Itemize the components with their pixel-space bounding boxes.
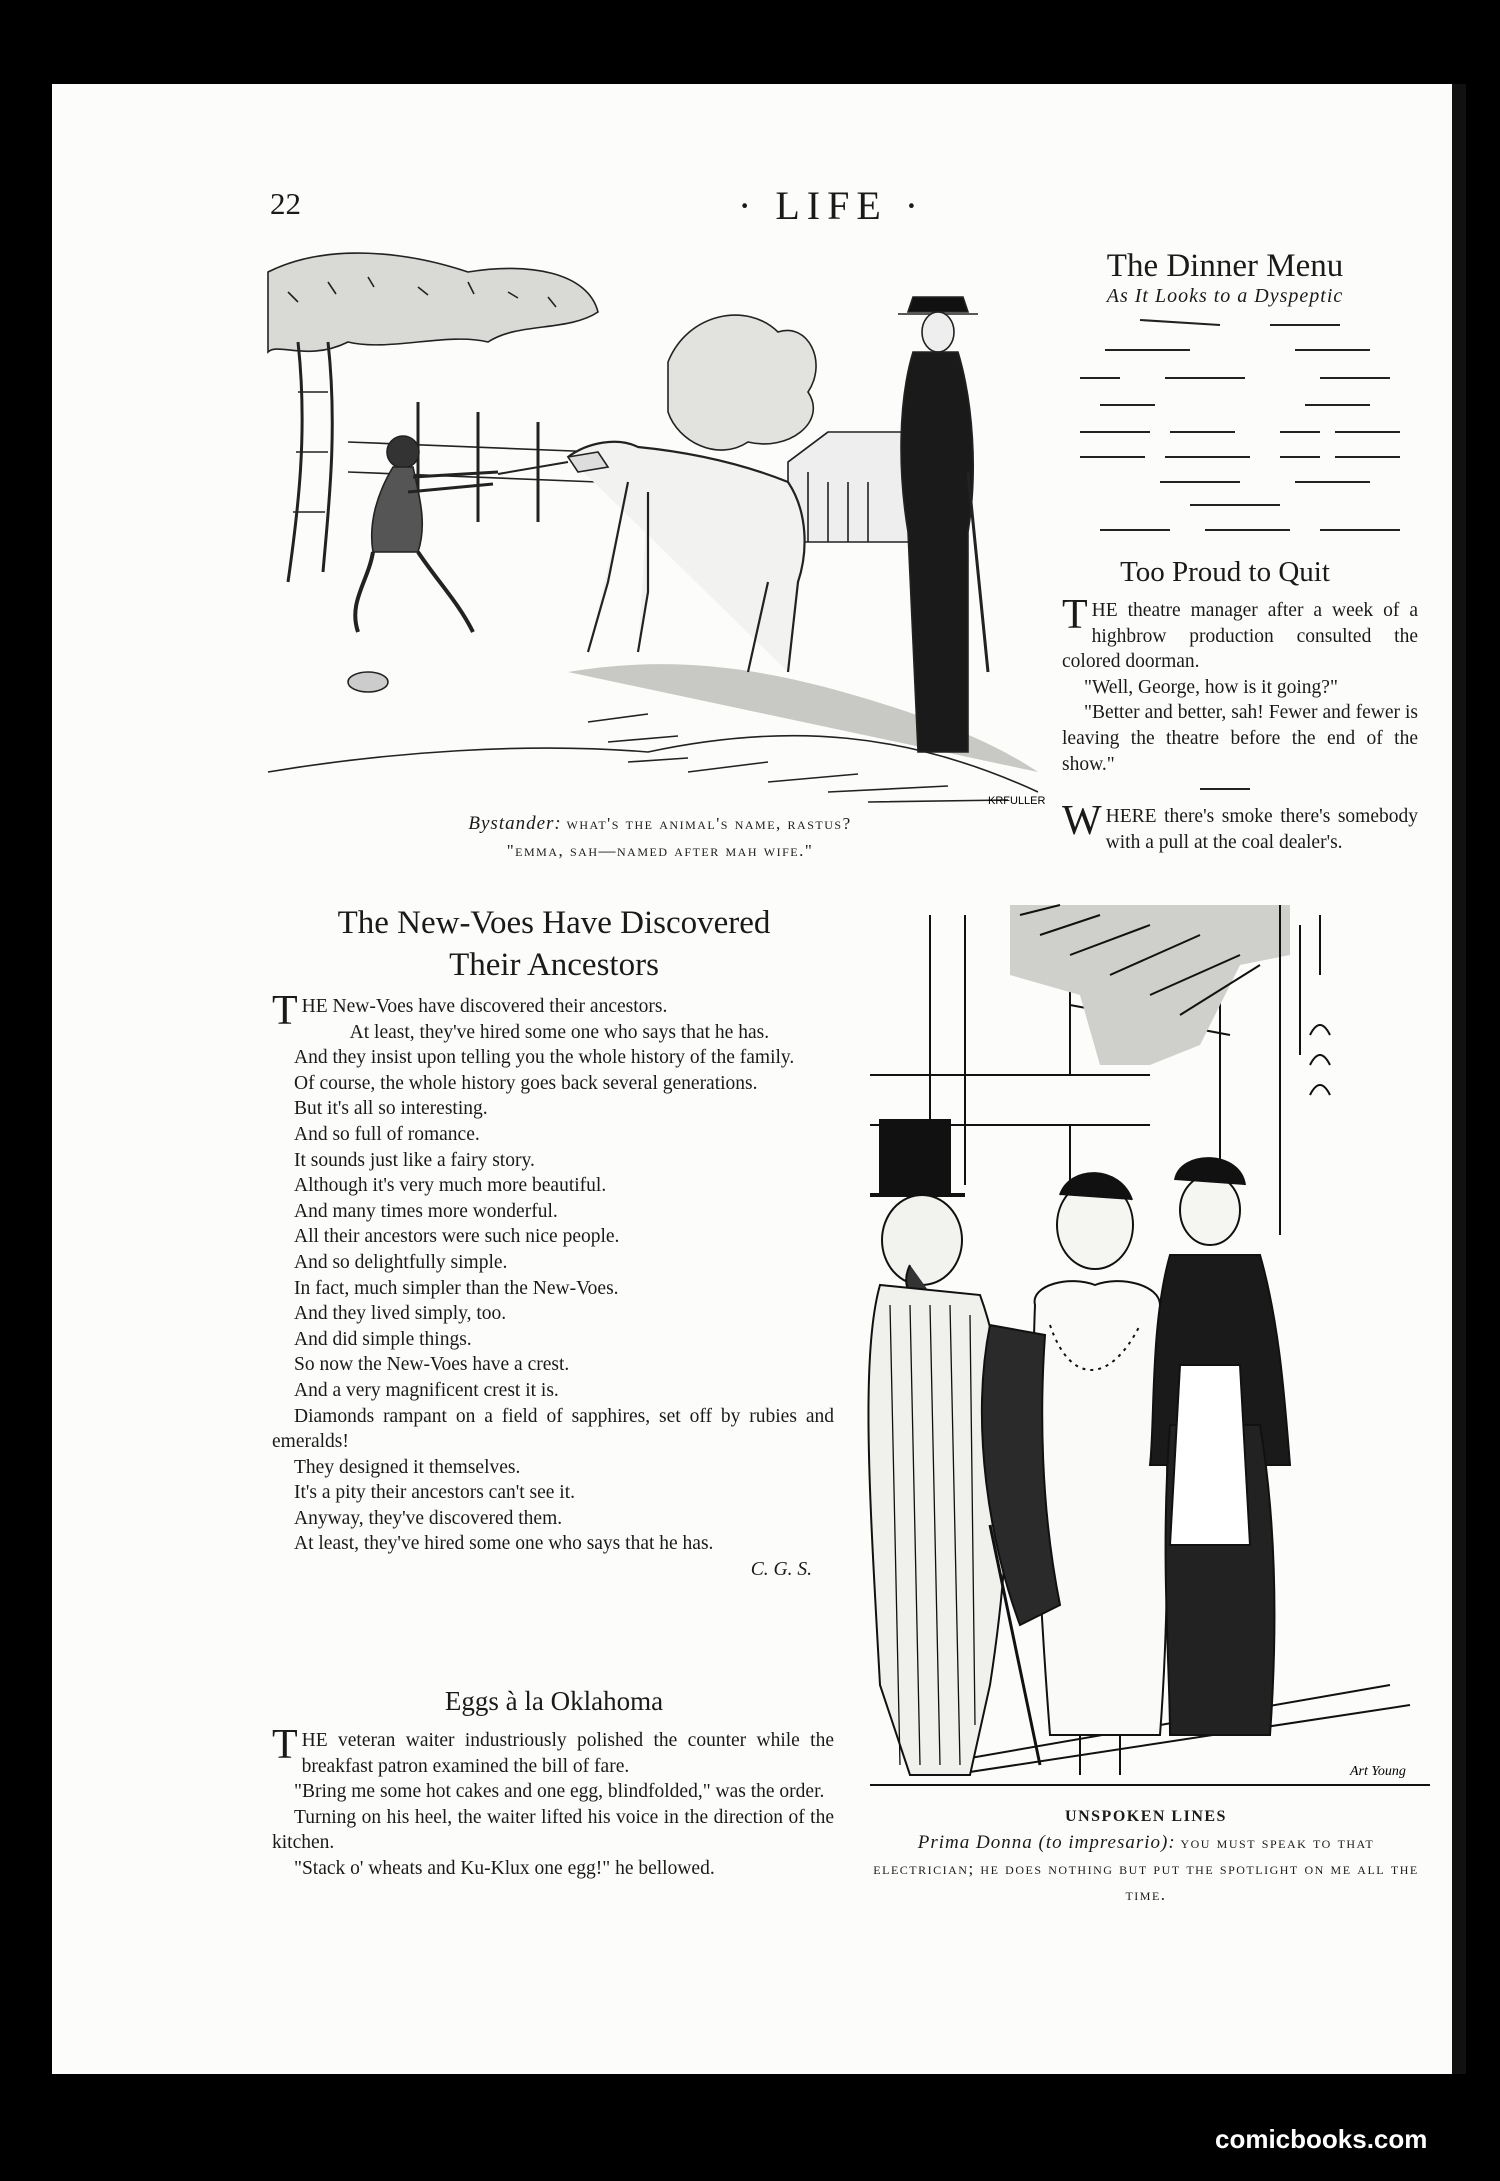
new-voes-para: Diamonds rampant on a field of sapphires, set off by rubies and emeralds! <box>272 1405 834 1453</box>
eggs-para: "Stack o' wheats and Ku-Klux one egg!" he bellowed. <box>294 1857 715 1879</box>
eggs-dropcap: T <box>272 1722 298 1768</box>
prima-donna-cartoon-illustration <box>870 905 1430 1795</box>
caption-line2: "emma, sah—named after mah wife." <box>506 841 814 860</box>
new-voes-para: Although it's very much more beautiful. <box>294 1175 607 1197</box>
eggs-first-para: HE veteran waiter industriously polished the counter while the breakfast patron examined the bill of fare. <box>301 1730 834 1777</box>
farm-cartoon-illustration <box>268 252 1046 812</box>
too-proud-title: Too Proud to Quit <box>1120 556 1330 588</box>
new-voes-para: They designed it themselves. <box>294 1456 521 1478</box>
masthead: · LIFE · <box>738 183 926 228</box>
new-voes-para: And so delightfully simple. <box>294 1251 508 1273</box>
new-voes-para: And many times more wonderful. <box>294 1200 558 1222</box>
smoke-dropcap: W <box>1062 798 1102 844</box>
too-proud-para-1: HE theatre manager after a week of a highbrow production consulted the colored doorman. <box>1062 600 1418 673</box>
new-voes-title <box>270 902 838 986</box>
new-voes-title-line1: The New-Voes Have Discovered <box>337 905 771 941</box>
top-cartoon-signature: KRFULLER <box>988 795 1046 807</box>
bottom-cartoon-caption <box>868 1804 1424 1908</box>
new-voes-story <box>272 988 834 1583</box>
new-voes-para: But it's all so interesting. <box>294 1098 488 1120</box>
too-proud-dropcap: T <box>1062 592 1088 638</box>
new-voes-signature: C. G. S. <box>750 1559 812 1581</box>
new-voes-para: It sounds just like a fairy story. <box>294 1149 535 1171</box>
new-voes-para: And so full of romance. <box>294 1123 480 1145</box>
page-number: 22 <box>270 186 301 221</box>
page-gutter <box>1452 84 1466 2074</box>
dinner-menu-title: The Dinner Menu <box>1106 248 1344 284</box>
bottom-caption-speaker: Prima Donna (to impresario): <box>917 1832 1176 1853</box>
new-voes-para: And a very magnificent crest it is. <box>294 1379 559 1401</box>
new-voes-para: It's a pity their ancestors can't see it. <box>294 1482 576 1504</box>
new-voes-para: And they lived simply, too. <box>294 1303 507 1325</box>
new-voes-para: Anyway, they've discovered them. <box>294 1507 563 1529</box>
smoke-text: HERE there's smoke there's somebody with a pull at the coal dealer's. <box>1105 806 1418 853</box>
new-voes-para: All their ancestors were such nice people. <box>294 1226 620 1248</box>
bottom-cartoon-signature: Art Young <box>1350 1764 1406 1779</box>
smoke-joke <box>1062 798 1418 855</box>
new-voes-second-line: At least, they've hired some one who says that he has. <box>349 1021 770 1043</box>
new-voes-first-para: HE New-Voes have discovered their ancestors. <box>301 996 668 1017</box>
top-cartoon-caption <box>300 810 1020 864</box>
too-proud-para-3: "Better and better, sah! Fewer and fewer is leaving the theatre before the end of the show." <box>1062 702 1418 775</box>
caption-line1: what's the animal's name, rastus? <box>566 814 852 833</box>
caption-speaker: Bystander: <box>468 813 562 834</box>
bottom-caption-title: UNSPOKEN LINES <box>1065 1808 1227 1825</box>
new-voes-dropcap: T <box>272 988 298 1034</box>
new-voes-para: And did simple things. <box>294 1328 472 1350</box>
new-voes-para: In fact, much simpler than the New-Voes. <box>294 1277 619 1299</box>
dinner-menu-subtitle: As It Looks to a Dyspeptic <box>1106 285 1344 307</box>
bottom-caption-text: you must speak to that electrician; he does nothing but put the spotlight on me all the time. <box>873 1833 1419 1904</box>
new-voes-para: And they insist upon telling you the whole history of the family. <box>294 1047 795 1069</box>
eggs-title: Eggs à la Oklahoma <box>444 1686 664 1716</box>
section-divider <box>1200 788 1250 790</box>
dinner-menu-block <box>1060 248 1390 308</box>
eggs-story <box>272 1722 834 1882</box>
new-voes-para: So now the New-Voes have a crest. <box>294 1354 570 1376</box>
dinner-menu-dashes <box>1070 320 1420 540</box>
new-voes-title-line2: Their Ancestors <box>449 947 659 983</box>
too-proud-story <box>1062 592 1418 777</box>
new-voes-para: Of course, the whole history goes back several generations. <box>294 1072 758 1094</box>
site-credit: comicbooks.com <box>1215 2124 1428 2154</box>
too-proud-para-2: "Well, George, how is it going?" <box>1084 676 1338 698</box>
eggs-para: Turning on his heel, the waiter lifted his voice in the direction of the kitchen. <box>272 1806 834 1854</box>
eggs-para: "Bring me some hot cakes and one egg, blindfolded," was the order. <box>294 1781 825 1803</box>
new-voes-para: At least, they've hired some one who says that he has. <box>294 1533 714 1555</box>
